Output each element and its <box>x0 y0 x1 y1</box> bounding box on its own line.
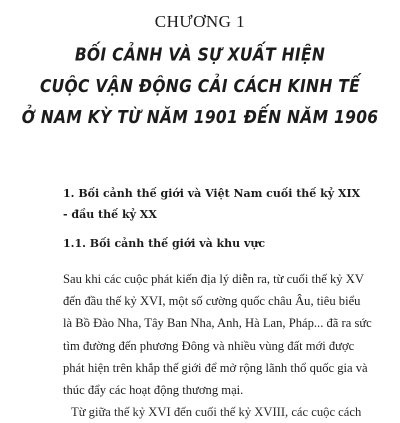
chapter-title-line: Ở NAM KỲ TỪ NĂM 1901 ĐẾN NĂM 1906 <box>21 106 379 128</box>
chapter-label: CHƯƠNG 1 <box>154 12 246 31</box>
paragraph-line: là Bồ Đào Nha, Tây Ban Nha, Anh, Hà Lan, Pháp... đã ra sức <box>63 316 372 331</box>
paragraph-line: phát hiện trên khắp thế giới để mở rộng lãnh thổ quốc gia và <box>63 360 368 375</box>
paragraph-line: Sau khi các cuộc phát kiến địa lý diễn ra, từ cuối thế kỷ XV <box>63 272 364 286</box>
paragraph-line: tìm đường đến phương Đông và nhiều vùng đất mới được <box>63 338 355 353</box>
paragraph-line: thúc đẩy các hoạt động thương mại. <box>63 383 244 398</box>
chapter-title-line: BỐI CẢNH VÀ SỰ XUẤT HIỆN <box>74 44 326 66</box>
subsection-heading: 1.1. Bối cảnh thế giới và khu vực <box>63 237 266 250</box>
chapter-title-line: CUỘC VẬN ĐỘNG CẢI CÁCH KINH TẾ <box>39 75 361 97</box>
section-heading: 1. Bối cảnh thế giới và Việt Nam cuối thế kỷ XIX - đầu thế kỷ XX <box>63 187 361 221</box>
paragraph-line-cut: Từ giữa thế kỷ XVI đến cuối thế kỷ XVIII, các cuộc cách <box>71 405 362 420</box>
chapter-title <box>0 40 400 133</box>
paragraph-line: đến đầu thế kỷ XVI, một số cường quốc châu Âu, tiêu biểu <box>63 294 361 309</box>
